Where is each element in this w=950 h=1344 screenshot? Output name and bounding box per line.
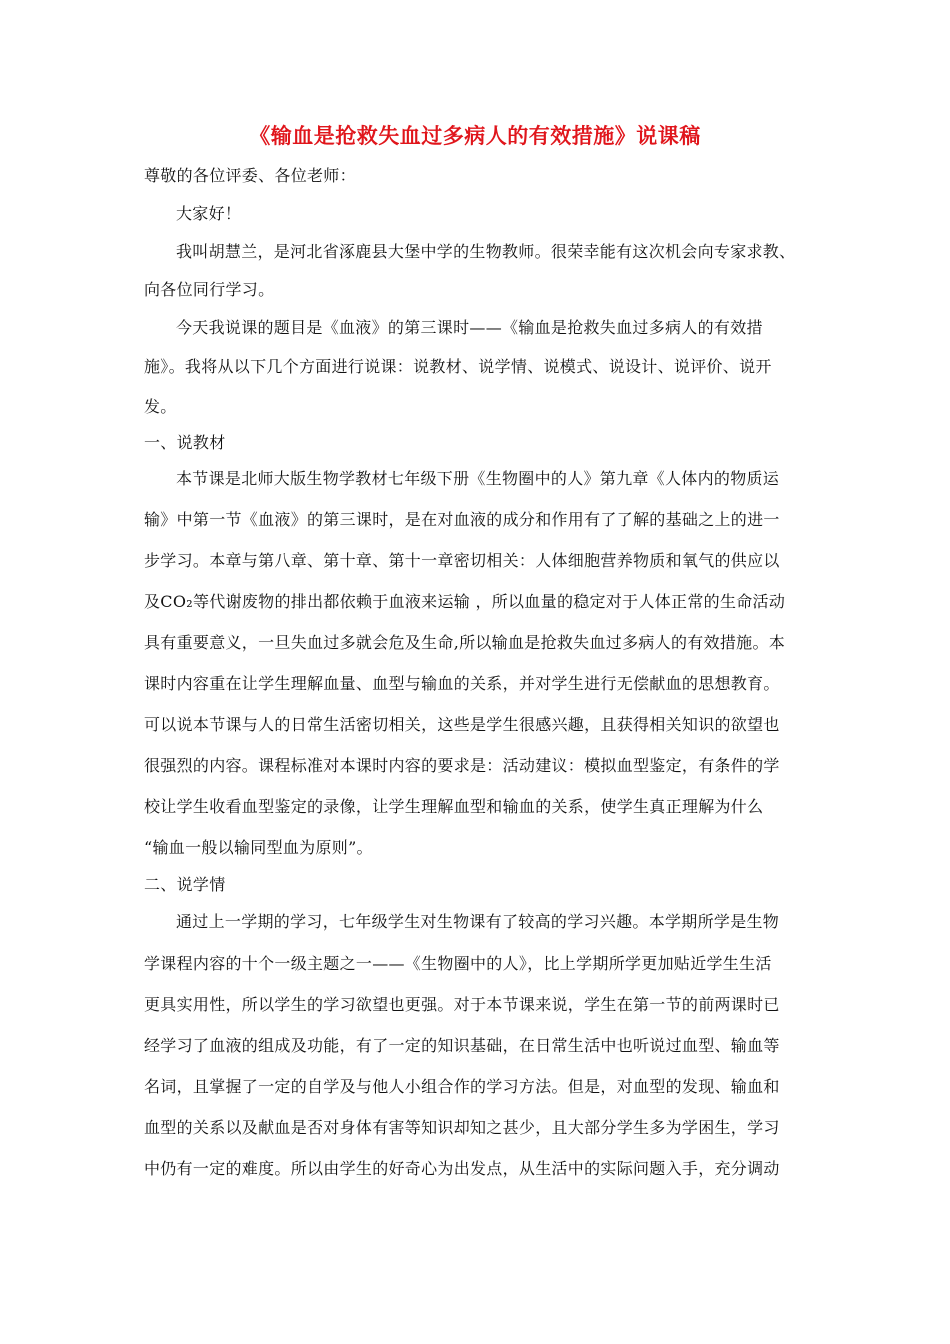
paragraph-line: 课时内容重在让学生理解血量、血型与输血的关系，并对学生进行无偿献血的思想教育。 bbox=[144, 674, 780, 693]
paragraph-line: 校让学生收看血型鉴定的录像，让学生理解血型和输血的关系，使学生真正理解为什么 bbox=[144, 797, 764, 816]
paragraph-line: 很强烈的内容。课程标准对本课时内容的要求是：活动建议：模拟血型鉴定，有条件的学 bbox=[144, 756, 780, 775]
paragraph-line: 输》中第一节《血液》的第三课时，是在对血液的成分和作用有了了解的基础之上的进一 bbox=[144, 510, 780, 529]
topic-line: 今天我说课的题目是《血液》的第三课时——《输血是抢救失血过多病人的有效措 bbox=[176, 318, 763, 337]
paragraph-line: 步学习。本章与第八章、第十章、第十一章密切相关：人体细胞营养物质和氧气的供应以 bbox=[144, 551, 780, 570]
paragraph-line: 本节课是北师大版生物学教材七年级下册《生物圈中的人》第九章《人体内的物质运 bbox=[176, 469, 780, 488]
paragraph-line: 通过上一学期的学习，七年级学生对生物课有了较高的学习兴趣。本学期所学是生物 bbox=[176, 912, 780, 931]
intro-line: 我叫胡慧兰，是河北省涿鹿县大堡中学的生物教师。很荣幸能有这次机会向专家求教、 bbox=[176, 242, 796, 261]
section-heading-students: 二、说学情 bbox=[144, 875, 226, 894]
section-heading-textbook: 一、说教材 bbox=[144, 433, 226, 452]
document-title: 《输血是抢救失血过多病人的有效措施》说课稿 bbox=[249, 124, 701, 148]
topic-line: 发。 bbox=[144, 397, 177, 416]
paragraph-line: 学课程内容的十个一级主题之一——《生物圈中的人》，比上学期所学更加贴近学生生活 bbox=[144, 954, 772, 973]
intro-line: 向各位同行学习。 bbox=[144, 280, 275, 299]
paragraph-line: 中仍有一定的难度。所以由学生的好奇心为出发点，从生活中的实际问题入手，充分调动 bbox=[144, 1159, 780, 1178]
paragraph-line: 名词，且掌握了一定的自学及与他人小组合作的学习方法。但是，对血型的发现、输血和 bbox=[144, 1077, 780, 1096]
paragraph-line: 可以说本节课与人的日常生活密切相关，这些是学生很感兴趣，且获得相关知识的欲望也 bbox=[144, 715, 780, 734]
topic-line: 施》。我将从以下几个方面进行说课：说教材、说学情、说模式、说设计、说评价、说开 bbox=[144, 357, 772, 376]
paragraph-line: 血型的关系以及献血是否对身体有害等知识却知之甚少，且大部分学生多为学困生，学习 bbox=[144, 1118, 780, 1137]
paragraph-line: 更具实用性，所以学生的学习欲望也更强。对于本节课来说，学生在第一节的前两课时已 bbox=[144, 995, 780, 1014]
paragraph-line: 及CO₂等代谢废物的排出都依赖于血液来运输 ，所以血量的稳定对于人体正常的生命活动 bbox=[144, 592, 786, 611]
greeting: 尊敬的各位评委、各位老师： bbox=[144, 166, 356, 185]
hello: 大家好！ bbox=[176, 204, 242, 223]
paragraph-line: 具有重要意义，一旦失血过多就会危及生命,所以输血是抢救失血过多病人的有效措施。本 bbox=[144, 633, 786, 652]
paragraph-line: 经学习了血液的组成及功能，有了一定的知识基础，在日常生活中也听说过血型、输血等 bbox=[144, 1036, 780, 1055]
paragraph-line: “输血一般以输同型血为原则”。 bbox=[144, 838, 373, 857]
